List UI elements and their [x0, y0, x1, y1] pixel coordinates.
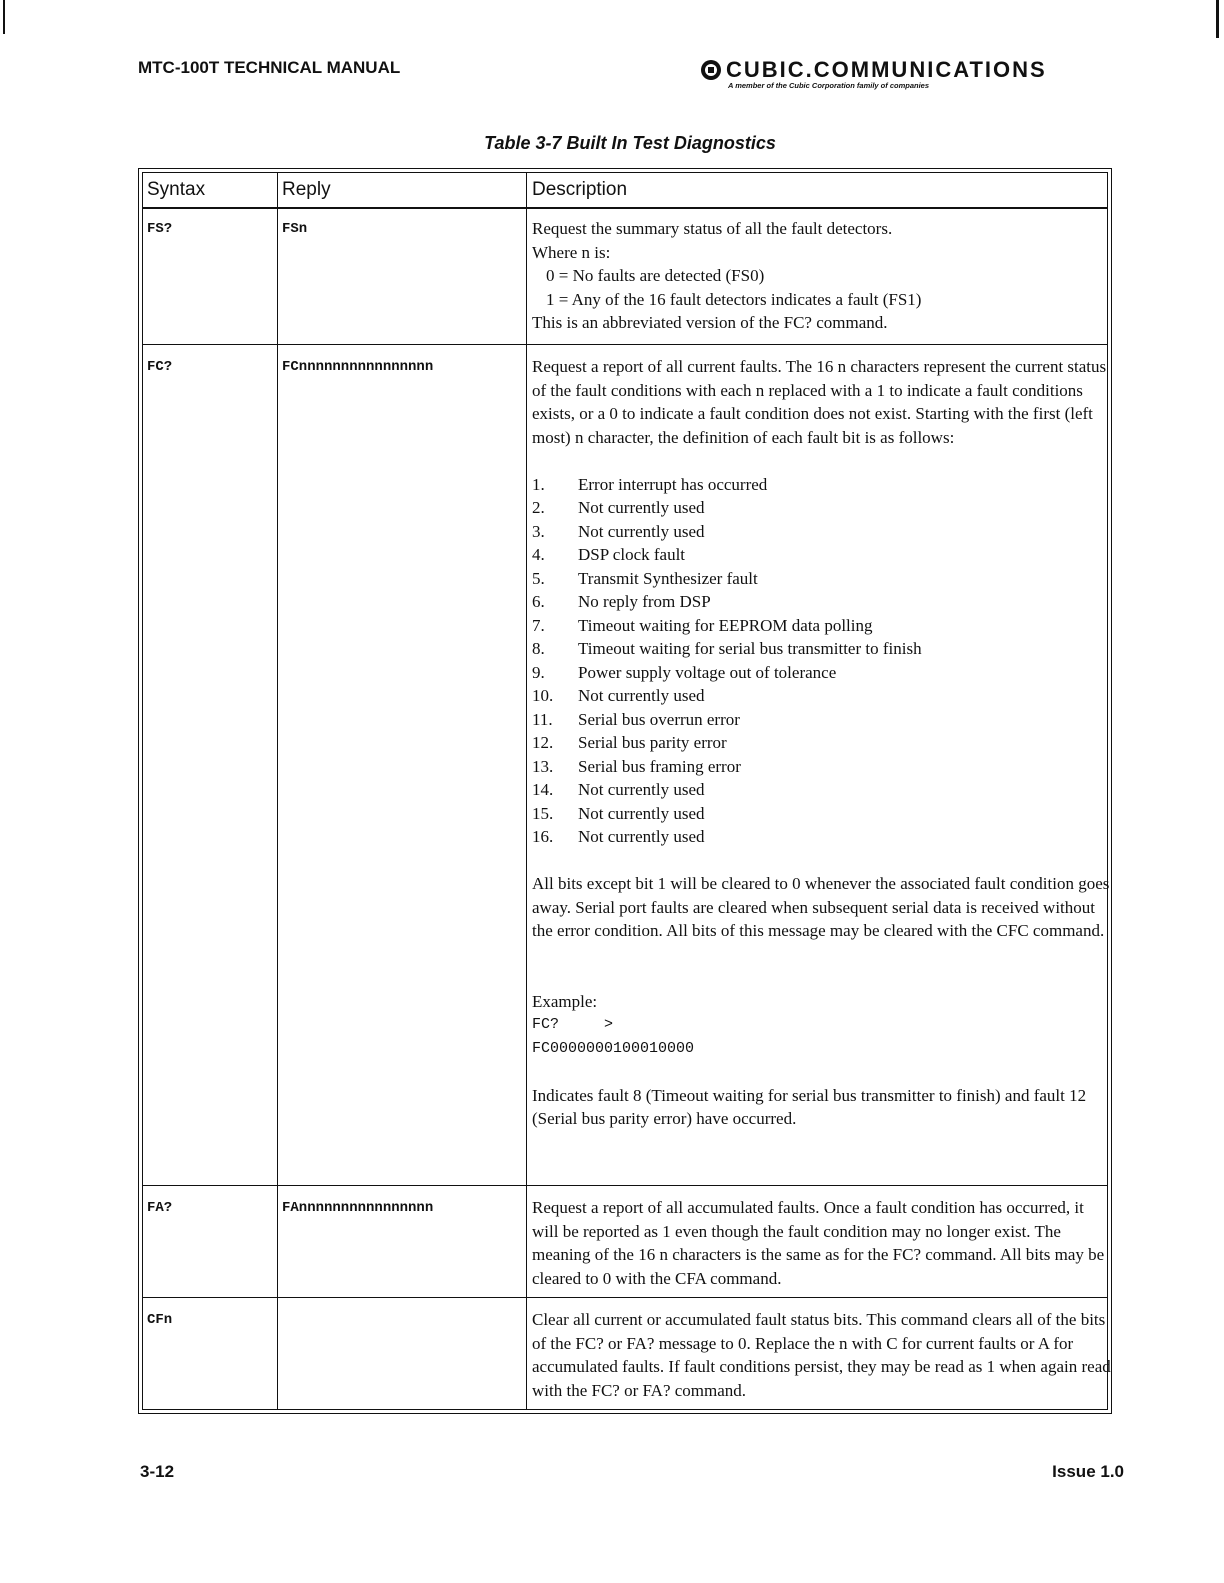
diagnostics-table	[138, 168, 1112, 1414]
description-line: Request the summary status of all the fault detectors.	[532, 219, 893, 238]
description-line: This is an abbreviated version of the FC? command.	[532, 313, 888, 332]
list-item: 8. Timeout waiting for serial bus transmitter to finish	[532, 639, 922, 658]
issue-label: Issue 1.0	[1052, 1462, 1124, 1481]
list-item: 10. Not currently used	[532, 686, 705, 705]
syntax-cell: FS?	[147, 221, 173, 237]
list-item: 6. No reply from DSP	[532, 592, 711, 611]
reply-cell: FAnnnnnnnnnnnnnnnn	[282, 1200, 434, 1216]
column-divider	[526, 173, 527, 1409]
example-explanation: Indicates fault 8 (Timeout waiting for serial bus transmitter to finish) and fault 12 (Serial bus parity error) have occurred.	[532, 1085, 1087, 1128]
description-line: 1 = Any of the 16 fault detectors indicates a fault (FS1)	[546, 289, 922, 309]
list-item: 16. Not currently used	[532, 827, 705, 846]
scan-edge-mark-right	[1216, 0, 1219, 38]
description-cell	[532, 1308, 1112, 1402]
fault-bit-list	[532, 473, 1112, 849]
row-divider	[143, 344, 1107, 345]
reply-cell: FCnnnnnnnnnnnnnnnn	[282, 359, 434, 375]
syntax-cell: CFn	[147, 1312, 173, 1328]
list-item: 9. Power supply voltage out of tolerance	[532, 662, 837, 682]
description-cell	[532, 355, 1112, 1131]
description-line: 0 = No faults are detected (FS0)	[546, 266, 765, 285]
page-number: 3-12	[140, 1462, 175, 1481]
manual-title: MTC-100T TECHNICAL MANUAL	[138, 58, 401, 77]
example-reply: FC0000000100010000	[532, 1039, 695, 1057]
table-caption: Table 3-7 Built In Test Diagnostics	[484, 133, 776, 153]
syntax-cell: FC?	[147, 359, 173, 375]
cubic-logo-icon	[700, 59, 722, 81]
column-header-reply: Reply	[282, 179, 331, 200]
column-divider	[277, 173, 278, 1409]
list-item: 2. Not currently used	[532, 498, 705, 517]
brand-name: CUBIC.COMMUNICATIONS	[726, 57, 1047, 82]
description-text: Request a report of all accumulated faults. Once a fault condition has occurred, it will be reported as 1 even though the fault condition may no longer exist. The meaning of the 16 n characters is the same as for the FC? command. All bits may be cleared to 0 with the CFA command.	[532, 1198, 1105, 1288]
list-item: 7. Timeout waiting for EEPROM data polling	[532, 615, 873, 635]
list-item: 3. Not currently used	[532, 521, 705, 541]
list-item: 4. DSP clock fault	[532, 545, 686, 564]
list-item: 5. Transmit Synthesizer fault	[532, 568, 758, 588]
row-divider	[143, 1297, 1107, 1298]
example-command: FC? >	[532, 1016, 614, 1033]
reply-cell: FSn	[282, 221, 308, 237]
company-logo	[700, 58, 1130, 90]
list-item: 1. Error interrupt has occurred	[532, 474, 768, 494]
description-cell	[532, 1196, 1112, 1290]
description-line: Where n is:	[532, 242, 611, 262]
column-header-description: Description	[532, 179, 628, 200]
list-item: 14. Not currently used	[532, 780, 705, 799]
column-header-syntax: Syntax	[147, 179, 206, 200]
header-divider	[143, 207, 1107, 209]
list-item: 12. Serial bus parity error	[532, 733, 727, 752]
list-item: 13. Serial bus framing error	[532, 756, 741, 776]
scan-edge-mark-left	[3, 0, 5, 34]
list-item: 11. Serial bus overrun error	[532, 709, 740, 729]
example-label: Example:	[532, 991, 598, 1011]
description-intro: Request a report of all current faults. The 16 n characters represent the current status of the fault conditions with each n replaced with a 1 to indicate a fault conditions exists, or a 0 to indicate a fault condition does not exist. Starting with the first (left most) n character, the definition of each fault bit is as follows:	[532, 357, 1107, 447]
syntax-cell: FA?	[147, 1200, 173, 1216]
brand-tagline: A member of the Cubic Corporation family of companies	[728, 81, 929, 90]
description-cell	[532, 217, 1112, 335]
list-item: 15. Not currently used	[532, 803, 705, 823]
description-text: Clear all current or accumulated fault status bits. This command clears all of the bits of the FC? or FA? message to 0. Replace the n with C for current faults or A for accumulated faults. If fault conditions persist, they may be read as 1 when again read with the FC? or FA? command.	[532, 1310, 1111, 1400]
row-divider	[143, 1185, 1107, 1186]
description-note: All bits except bit 1 will be cleared to 0 whenever the associated fault condition goes away. Serial port faults are cleared when subsequent serial data is received without the error condition. All bits of this message may be cleared with the CFC command.	[532, 874, 1110, 940]
